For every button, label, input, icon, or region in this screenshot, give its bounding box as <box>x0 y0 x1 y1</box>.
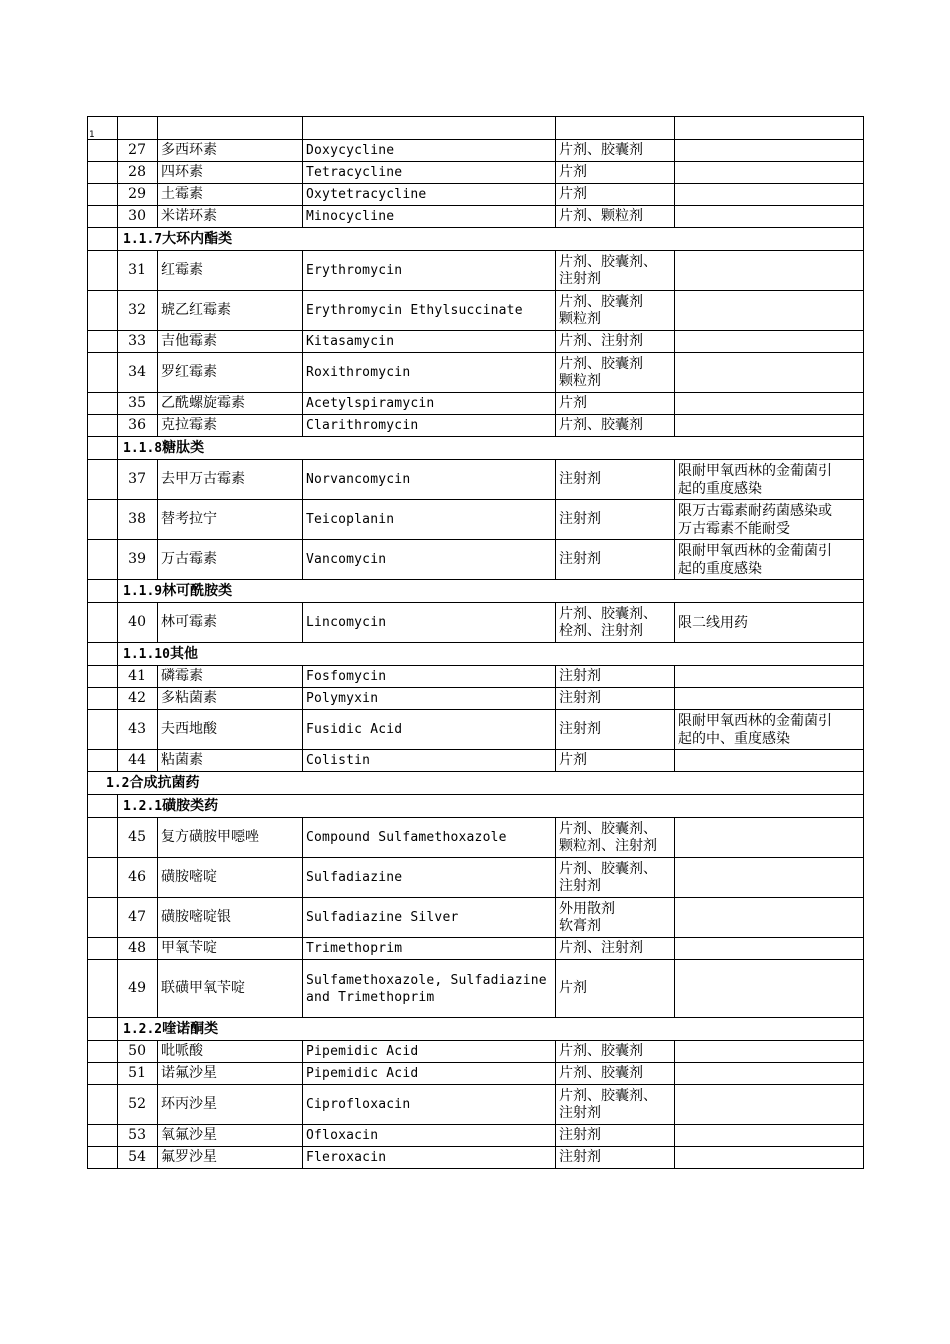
table-row <box>88 393 864 415</box>
drug-name-cn-cell: 多粘菌素 <box>158 688 303 710</box>
section-title <box>88 772 864 795</box>
drug-name-en-cell: Doxycycline <box>303 140 556 162</box>
drug-name-cn-cell: 琥乙红霉素 <box>158 291 303 331</box>
drug-number-cell: 38 <box>118 500 158 540</box>
section-title <box>118 1018 864 1041</box>
drug-name-en-cell: Fusidic Acid <box>303 710 556 750</box>
blank-cell <box>88 960 118 1018</box>
dosage-form-cell: 注射剂 <box>556 1147 675 1169</box>
usage-note-cell <box>675 688 864 710</box>
drug-number-cell: 54 <box>118 1147 158 1169</box>
blank-cell <box>88 291 118 331</box>
dosage-form-cell: 片剂 <box>556 393 675 415</box>
table-row <box>88 540 864 580</box>
dosage-form-cell: 片剂、注射剂 <box>556 938 675 960</box>
table-row <box>88 1063 864 1085</box>
drug-name-cn-cell: 氧氟沙星 <box>158 1125 303 1147</box>
section-row <box>88 580 864 603</box>
blank-cell <box>88 353 118 393</box>
table-row <box>88 898 864 938</box>
table-row <box>88 140 864 162</box>
header-cell-blank-d <box>303 117 556 140</box>
dosage-form-cell: 片剂、胶囊剂、 注射剂 <box>556 251 675 291</box>
table-row <box>88 162 864 184</box>
section-title <box>118 437 864 460</box>
table-row <box>88 750 864 772</box>
header-cell-blank-e <box>556 117 675 140</box>
blank-cell <box>88 938 118 960</box>
section-row <box>88 228 864 251</box>
section-row <box>88 437 864 460</box>
section-row <box>88 795 864 818</box>
usage-note-cell <box>675 291 864 331</box>
header-cell-blank-f <box>675 117 864 140</box>
table-row <box>88 688 864 710</box>
drug-name-cn-cell: 吡哌酸 <box>158 1041 303 1063</box>
blank-cell <box>88 666 118 688</box>
blank-cell <box>88 1085 118 1125</box>
section-blank-cell <box>88 643 118 666</box>
drug-name-en-cell: Fleroxacin <box>303 1147 556 1169</box>
dosage-form-cell: 片剂、胶囊剂 <box>556 140 675 162</box>
drug-name-en-cell: Polymyxin <box>303 688 556 710</box>
table-row <box>88 1085 864 1125</box>
drug-name-cn-cell: 磷霉素 <box>158 666 303 688</box>
usage-note-cell <box>675 1125 864 1147</box>
section-row <box>88 772 864 795</box>
section-blank-cell <box>88 795 118 818</box>
usage-note-cell <box>675 206 864 228</box>
usage-note-cell <box>675 353 864 393</box>
drug-name-en-cell: Colistin <box>303 750 556 772</box>
drug-number-cell: 46 <box>118 858 158 898</box>
dosage-form-cell: 片剂、胶囊剂、 栓剂、注射剂 <box>556 603 675 643</box>
table-row <box>88 710 864 750</box>
drug-number-cell: 30 <box>118 206 158 228</box>
drug-name-en-cell: Roxithromycin <box>303 353 556 393</box>
table-row <box>88 331 864 353</box>
drug-name-en-cell: Ofloxacin <box>303 1125 556 1147</box>
usage-note-cell: 限耐甲氧西林的金葡菌引 起的重度感染 <box>675 460 864 500</box>
drug-number-cell: 37 <box>118 460 158 500</box>
dosage-form-cell: 片剂、胶囊剂、 颗粒剂、注射剂 <box>556 818 675 858</box>
usage-note-cell <box>675 858 864 898</box>
section-blank-cell <box>88 580 118 603</box>
usage-note-cell <box>675 666 864 688</box>
usage-note-cell: 限耐甲氧西林的金葡菌引 起的中、重度感染 <box>675 710 864 750</box>
table-row <box>88 184 864 206</box>
drug-number-cell: 47 <box>118 898 158 938</box>
blank-cell <box>88 251 118 291</box>
drug-number-cell: 29 <box>118 184 158 206</box>
drug-number-cell: 42 <box>118 688 158 710</box>
usage-note-cell <box>675 1085 864 1125</box>
section-code: 1.2 <box>106 775 130 791</box>
usage-note-cell <box>675 1063 864 1085</box>
drug-name-en-cell: Minocycline <box>303 206 556 228</box>
table-row <box>88 206 864 228</box>
table-row <box>88 818 864 858</box>
section-label: 其他 <box>169 645 198 662</box>
dosage-form-cell: 片剂、胶囊剂 颗粒剂 <box>556 353 675 393</box>
drug-name-en-cell: Erythromycin Ethylsuccinate <box>303 291 556 331</box>
blank-cell <box>88 140 118 162</box>
table-row <box>88 353 864 393</box>
drug-number-cell: 36 <box>118 415 158 437</box>
blank-cell <box>88 500 118 540</box>
section-label: 合成抗菌药 <box>129 774 200 791</box>
blank-cell <box>88 603 118 643</box>
dosage-form-cell: 外用散剂 软膏剂 <box>556 898 675 938</box>
drug-number-cell: 32 <box>118 291 158 331</box>
section-code: 1.1.8 <box>123 440 163 456</box>
header-cell-blank-b <box>118 117 158 140</box>
blank-cell <box>88 540 118 580</box>
drug-name-cn-cell: 联磺甲氧苄啶 <box>158 960 303 1018</box>
usage-note-cell <box>675 331 864 353</box>
dosage-form-cell: 片剂、胶囊剂 <box>556 1041 675 1063</box>
dosage-form-cell: 片剂、胶囊剂 <box>556 1063 675 1085</box>
blank-cell <box>88 1041 118 1063</box>
drug-name-cn-cell: 氟罗沙星 <box>158 1147 303 1169</box>
table-row <box>88 603 864 643</box>
table-row <box>88 500 864 540</box>
drug-name-en-cell: Erythromycin <box>303 251 556 291</box>
dosage-form-cell: 片剂 <box>556 162 675 184</box>
section-title <box>118 228 864 251</box>
table-row <box>88 1125 864 1147</box>
drug-name-en-cell: Sulfadiazine Silver <box>303 898 556 938</box>
usage-note-cell: 限万古霉素耐药菌感染或 万古霉素不能耐受 <box>675 500 864 540</box>
blank-cell <box>88 415 118 437</box>
section-blank-cell <box>88 228 118 251</box>
dosage-form-cell: 片剂、胶囊剂 <box>556 415 675 437</box>
drug-name-cn-cell: 四环素 <box>158 162 303 184</box>
drug-name-cn-cell: 多西环素 <box>158 140 303 162</box>
drug-name-en-cell: Tetracycline <box>303 162 556 184</box>
usage-note-cell <box>675 938 864 960</box>
drug-name-cn-cell: 林可霉素 <box>158 603 303 643</box>
drug-name-cn-cell: 克拉霉素 <box>158 415 303 437</box>
table-row <box>88 938 864 960</box>
drug-number-cell: 39 <box>118 540 158 580</box>
drug-number-cell: 49 <box>118 960 158 1018</box>
blank-cell <box>88 818 118 858</box>
drug-number-cell: 40 <box>118 603 158 643</box>
usage-note-cell: 限二线用药 <box>675 603 864 643</box>
drug-name-cn-cell: 环丙沙星 <box>158 1085 303 1125</box>
blank-cell <box>88 898 118 938</box>
drug-number-cell: 53 <box>118 1125 158 1147</box>
section-label: 喹诺酮类 <box>162 1020 219 1037</box>
dosage-form-cell: 注射剂 <box>556 460 675 500</box>
drug-name-en-cell: Clarithromycin <box>303 415 556 437</box>
drug-table <box>87 116 864 1169</box>
dosage-form-cell: 片剂 <box>556 750 675 772</box>
usage-note-cell <box>675 393 864 415</box>
section-blank-cell <box>88 1018 118 1041</box>
section-title <box>118 580 864 603</box>
drug-name-cn-cell: 粘菌素 <box>158 750 303 772</box>
blank-cell <box>88 460 118 500</box>
dosage-form-cell: 注射剂 <box>556 666 675 688</box>
section-label: 糖肽类 <box>162 439 205 456</box>
blank-cell <box>88 393 118 415</box>
usage-note-cell <box>675 162 864 184</box>
usage-note-cell: 限耐甲氧西林的金葡菌引 起的重度感染 <box>675 540 864 580</box>
usage-note-cell <box>675 140 864 162</box>
drug-name-cn-cell: 罗红霉素 <box>158 353 303 393</box>
blank-cell <box>88 858 118 898</box>
drug-name-en-cell: Oxytetracycline <box>303 184 556 206</box>
drug-number-cell: 43 <box>118 710 158 750</box>
dosage-form-cell: 注射剂 <box>556 540 675 580</box>
drug-number-cell: 52 <box>118 1085 158 1125</box>
drug-number-cell: 48 <box>118 938 158 960</box>
drug-number-cell: 44 <box>118 750 158 772</box>
dosage-form-cell: 片剂、颗粒剂 <box>556 206 675 228</box>
usage-note-cell <box>675 750 864 772</box>
table-row <box>88 1147 864 1169</box>
section-code: 1.1.7 <box>123 231 163 247</box>
dosage-form-cell: 片剂、胶囊剂 颗粒剂 <box>556 291 675 331</box>
usage-note-cell <box>675 960 864 1018</box>
drug-name-cn-cell: 乙酰螺旋霉素 <box>158 393 303 415</box>
drug-name-en-cell: Pipemidic Acid <box>303 1041 556 1063</box>
drug-name-cn-cell: 去甲万古霉素 <box>158 460 303 500</box>
drug-number-cell: 45 <box>118 818 158 858</box>
header-cell-blank-c <box>158 117 303 140</box>
section-code: 1.2.2 <box>123 1021 163 1037</box>
drug-name-cn-cell: 米诺环素 <box>158 206 303 228</box>
blank-cell <box>88 184 118 206</box>
drug-name-cn-cell: 万古霉素 <box>158 540 303 580</box>
drug-name-en-cell: Trimethoprim <box>303 938 556 960</box>
section-label: 磺胺类药 <box>162 797 219 814</box>
drug-number-cell: 33 <box>118 331 158 353</box>
section-code: 1.1.10 <box>123 646 170 662</box>
drug-name-cn-cell: 甲氧苄啶 <box>158 938 303 960</box>
usage-note-cell <box>675 1041 864 1063</box>
table-row <box>88 666 864 688</box>
dosage-form-cell: 注射剂 <box>556 710 675 750</box>
drug-name-cn-cell: 土霉素 <box>158 184 303 206</box>
drug-name-cn-cell: 替考拉宁 <box>158 500 303 540</box>
drug-number-cell: 35 <box>118 393 158 415</box>
section-title <box>118 795 864 818</box>
drug-name-cn-cell: 磺胺嘧啶银 <box>158 898 303 938</box>
dosage-form-cell: 注射剂 <box>556 688 675 710</box>
drug-name-cn-cell: 复方磺胺甲噁唑 <box>158 818 303 858</box>
section-title <box>118 643 864 666</box>
section-code: 1.1.9 <box>123 583 163 599</box>
dosage-form-cell: 片剂 <box>556 960 675 1018</box>
drug-name-cn-cell: 诺氟沙星 <box>158 1063 303 1085</box>
drug-name-cn-cell: 吉他霉素 <box>158 331 303 353</box>
drug-number-cell: 50 <box>118 1041 158 1063</box>
drug-name-cn-cell: 红霉素 <box>158 251 303 291</box>
table-row <box>88 960 864 1018</box>
dosage-form-cell: 片剂、胶囊剂、 注射剂 <box>556 1085 675 1125</box>
table-row <box>88 291 864 331</box>
dosage-form-cell: 片剂、胶囊剂、 注射剂 <box>556 858 675 898</box>
usage-note-cell <box>675 415 864 437</box>
blank-cell <box>88 1125 118 1147</box>
section-blank-cell <box>88 437 118 460</box>
dosage-form-cell: 片剂、注射剂 <box>556 331 675 353</box>
table-row <box>88 460 864 500</box>
drug-name-en-cell: Norvancomycin <box>303 460 556 500</box>
drug-name-cn-cell: 夫西地酸 <box>158 710 303 750</box>
table-row <box>88 858 864 898</box>
header-cell-blank-a <box>88 117 118 140</box>
drug-number-cell: 28 <box>118 162 158 184</box>
section-label: 林可酰胺类 <box>162 582 233 599</box>
blank-cell <box>88 206 118 228</box>
blank-cell <box>88 688 118 710</box>
section-code: 1.2.1 <box>123 798 163 814</box>
blank-cell <box>88 710 118 750</box>
usage-note-cell <box>675 251 864 291</box>
drug-name-en-cell: Teicoplanin <box>303 500 556 540</box>
dosage-form-cell: 注射剂 <box>556 500 675 540</box>
drug-name-en-cell: Sulfamethoxazole, Sulfadiazine and Trimethoprim <box>303 960 556 1018</box>
drug-name-en-cell: Lincomycin <box>303 603 556 643</box>
header-row <box>88 117 864 140</box>
section-row <box>88 1018 864 1041</box>
drug-number-cell: 41 <box>118 666 158 688</box>
drug-name-cn-cell: 磺胺嘧啶 <box>158 858 303 898</box>
drug-name-en-cell: Vancomycin <box>303 540 556 580</box>
corner-mark: 1 <box>89 130 95 140</box>
drug-name-en-cell: Sulfadiazine <box>303 858 556 898</box>
section-label: 大环内酯类 <box>162 230 233 247</box>
blank-cell <box>88 750 118 772</box>
drug-number-cell: 51 <box>118 1063 158 1085</box>
table-row <box>88 1041 864 1063</box>
usage-note-cell <box>675 818 864 858</box>
drug-name-en-cell: Pipemidic Acid <box>303 1063 556 1085</box>
usage-note-cell <box>675 1147 864 1169</box>
dosage-form-cell: 注射剂 <box>556 1125 675 1147</box>
table-row <box>88 415 864 437</box>
section-row <box>88 643 864 666</box>
drug-number-cell: 27 <box>118 140 158 162</box>
blank-cell <box>88 1063 118 1085</box>
drug-name-en-cell: Ciprofloxacin <box>303 1085 556 1125</box>
drug-number-cell: 34 <box>118 353 158 393</box>
drug-name-en-cell: Fosfomycin <box>303 666 556 688</box>
blank-cell <box>88 1147 118 1169</box>
blank-cell <box>88 331 118 353</box>
usage-note-cell <box>675 184 864 206</box>
usage-note-cell <box>675 898 864 938</box>
table-row <box>88 251 864 291</box>
drug-table-body <box>88 117 864 1169</box>
drug-number-cell: 31 <box>118 251 158 291</box>
drug-name-en-cell: Acetylspiramycin <box>303 393 556 415</box>
dosage-form-cell: 片剂 <box>556 184 675 206</box>
blank-cell <box>88 162 118 184</box>
drug-name-en-cell: Kitasamycin <box>303 331 556 353</box>
drug-name-en-cell: Compound Sulfamethoxazole <box>303 818 556 858</box>
